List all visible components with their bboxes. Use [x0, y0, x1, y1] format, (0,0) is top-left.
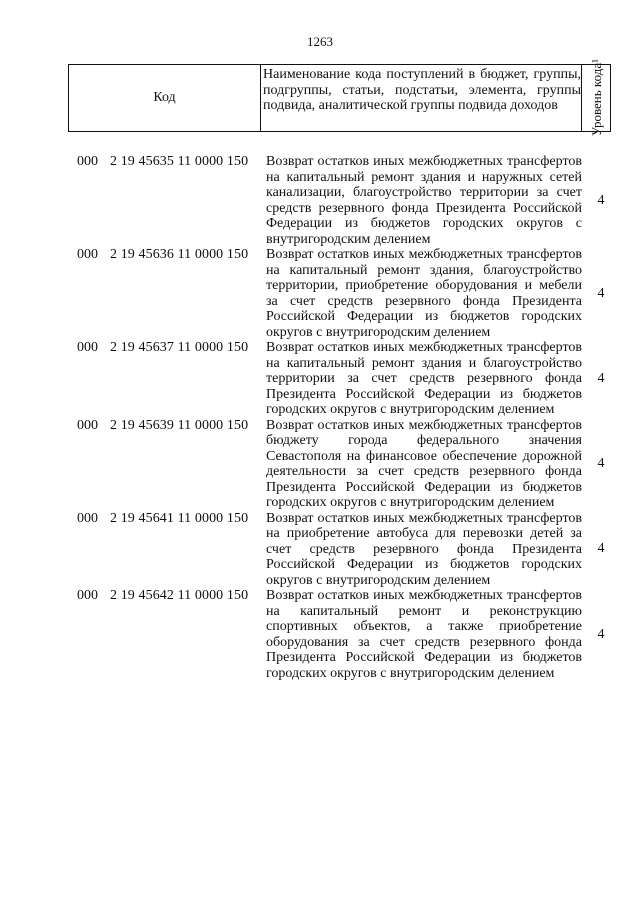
row-admin-code: 000: [77, 510, 98, 526]
row-level: 4: [597, 285, 605, 301]
row-name: Возврат остатков иных межбюджетных трансфертов на капитальный ремонт и реконструкцию спортивных объектов, а также приобретение оборудования за счет средств резервного фонда Президента Российской Федерации из бюджетов городских округов с внутригородским делением: [266, 588, 582, 681]
row-admin-code: 000: [77, 247, 98, 262]
table-body: [0, 154, 640, 681]
table-row: [0, 511, 640, 589]
header-level: [581, 59, 610, 137]
row-admin-code: 000: [77, 340, 98, 355]
table-row: [0, 340, 640, 418]
row-level: 4: [597, 626, 605, 642]
row-name: Возврат остатков иных межбюджетных трансфертов на капитальный ремонт здания, благоустройство территории, приобретение оборудования и мебели за счет средств резервного фонда Президента Российской Федерации из бюджетов городских округов с внутригородским делением: [266, 247, 582, 340]
row-admin-code: 000: [77, 588, 98, 603]
row-level: 4: [597, 370, 605, 386]
table-row: [0, 418, 640, 511]
page-number: 1263: [307, 34, 333, 49]
row-admin-code: 000: [77, 154, 98, 169]
row-code: 2 19 45642 11 0000 150: [110, 588, 249, 603]
header-name: Наименование кода поступлений в бюджет, группы, подгруппы, статьи, подстатьи, элемента, группы подвида, аналитической группы подвида доходов: [263, 67, 581, 113]
row-name: Возврат остатков иных межбюджетных трансфертов на капитальный ремонт здания и наружных сетей канализации, благоустройство территории за счет средств резервного фонда Президента Российской Федерации из бюджетов городских округов с внутригородским делением: [266, 154, 582, 247]
table-row: [0, 247, 640, 340]
table-row: [0, 588, 640, 681]
row-name: Возврат остатков иных межбюджетных трансфертов бюджету города федерального значения Севастополя на финансовое обеспечение дорожной деятельности за счет средств резервного фонда Президента Российской Федерации из бюджетов городских округов с внутригородским делением: [266, 417, 582, 510]
row-level: 4: [597, 456, 605, 471]
row-admin-code: 000: [77, 417, 98, 433]
row-level: 4: [597, 192, 605, 208]
row-code: 2 19 45637 11 0000 150: [110, 340, 249, 355]
row-code: 2 19 45635 11 0000 150: [110, 154, 249, 169]
header-code: Код: [69, 65, 261, 131]
row-name: Возврат остатков иных межбюджетных трансфертов на капитальный ремонт здания и благоустройство территории за счет средств резервного фонда Президента Российской Федерации из бюджетов городских округов с внутригородским делением: [266, 340, 582, 417]
row-code: 2 19 45639 11 0000 150: [110, 417, 249, 433]
table-header: [68, 59, 611, 137]
row-name: Возврат остатков иных межбюджетных трансфертов на приобретение автобуса для перевозки детей за счет средств резервного фонда Президента Российской Федерации из бюджетов городских округов с внутригородским делением: [266, 510, 582, 588]
row-code: 2 19 45636 11 0000 150: [110, 247, 249, 262]
table-row: [0, 154, 640, 247]
row-level: 4: [597, 541, 605, 557]
row-code: 2 19 45641 11 0000 150: [110, 510, 249, 526]
header-level-label: Уровень кода¹: [588, 59, 604, 137]
